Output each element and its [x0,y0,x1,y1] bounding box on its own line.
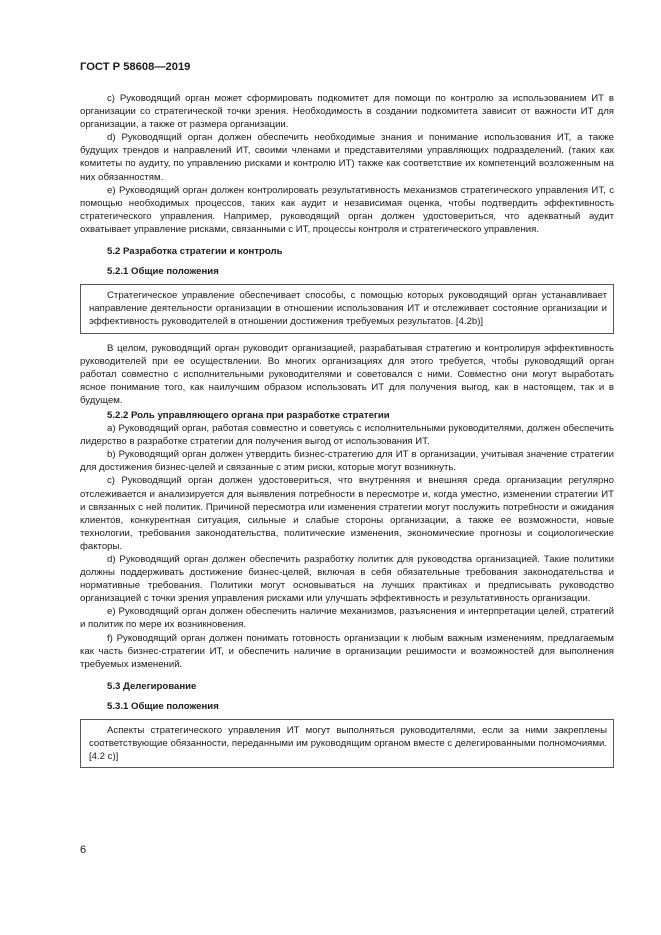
list-item-f: f) Руководящий орган должен понимать готовность организации к любым важным изменениям, предлагаемым как часть бизнес-стратегии ИТ, и обеспечить наличие в организации решимости и возможностей для выполнения требуемых изменений. [80,632,614,670]
list-item-e: e) Руководящий орган должен обеспечить наличие механизмов, разъяснения и интерпретации целей, стратегий и политик по мере их возникновения. [80,606,614,631]
list-item-a: a) Руководящий орган, работая совместно и советуясь с исполнительными руководителями, должен обеспечить лидерство в разработке стратегии для получения выгод от использования ИТ. [80,423,614,448]
framed-note-text: Стратегическое управление обеспечивает способы, с помощью которых руководящий орган устанавливает направление деятельности организации в отношении использования ИТ и отслеживает состояние организации и эффективность руководителей в отношении достижения требуемых результатов. [4.2b)] [89,290,607,328]
page-number: 6 [80,844,87,856]
list-item-d: d) Руководящий орган должен обеспечить разработку политик для руководства организацией. Такие политики должны поддерживать достижение бизнес-целей, включая в себя обязательные требования законодательства и нормативные требования. Политики могут основываться на лучших практиках и предписывать руководство организацией с точки зрения управления рисками или улучшать эффективность и результативность организации. [80,554,614,605]
paragraph-e: e) Руководящий орган должен контролировать результативность механизмов стратегического управления ИТ, с помощью необходимых процессов, таких как аудит и независимая оценка, чтобы подтвердить эффективность стратегического управления. Например, руководящий орган должен удостовериться, что адекватный аудит охватывает управление рисками, связанными с ИТ, процессы контроля и стратегического управления. [80,184,614,235]
framed-note-text: Аспекты стратегического управления ИТ могут выполняться руководителями, если за ними закреплены соответствующие обязанности, переданными им руководящим органом вместе с делегированными полномочиями. [4.2 с)] [89,725,607,763]
paragraph-c: c) Руководящий орган может сформировать подкомитет для помощи по контролю за использованием ИТ в организации со стратегической точки зрения. Необходимость в создании подкомитета зависит от важности ИТ для организации, а также от размера организации. [80,93,614,131]
framed-note-5-3-1 [80,719,614,768]
list-item-b: b) Руководящий орган должен утвердить бизнес-стратегию для ИТ в организации, учитывая значение стратегии для достижения бизнес-целей и связанные с этим риски, которые могут возникнуть. [80,449,614,474]
section-heading-5-3-1: 5.3.1 Общие положения [107,700,219,712]
section-heading-5-2-2: 5.2.2 Роль управляющего органа при разработке стратегии [107,409,390,421]
list-item-c: c) Руководящий орган должен удостовериться, что внутренняя и внешняя среда организации регулярно отслеживается и анализируется для выявления потребности в пересмотре и, когда уместно, изменении стратегии ИТ и связанных с ней политик. Причиной пересмотра или изменения стратегии могут послужить потребности и ожидания клиентов, конкурентная ситуация, сильные и слабые стороны организации, а также ее возможности, новые технологии, требования законодательства, политические изменения, экономические прогнозы и социологические факторы. [80,475,614,552]
section-heading-5-2: 5.2 Разработка стратегии и контроль [107,246,283,258]
section-heading-5-3: 5.3 Делегирование [107,680,197,692]
page-body [80,92,614,776]
paragraph-d: d) Руководящий орган должен обеспечить необходимые знания и понимание использования ИТ, а также будущих трендов и направлений ИТ, своими членами и представителями управляющих подразделений. (таких как комитеты по аудиту, по управлению рисками и контролю ИТ) также как соответствие их компетенций возложенным на них обязанностям. [80,132,614,183]
document-header: ГОСТ Р 58608—2019 [80,61,191,73]
paragraph-general: В целом, руководящий орган руководит организацией, разрабатывая стратегию и контролируя эффективность руководителей при ее осуществлении. Во многих организациях для этого требуется, чтобы руководящий орган работал совместно с исполнительными руководителями и советовался с ними. Совместно они могут выработать ясное понимание того, как наилучшим образом использовать ИТ для получения выгод, как в настоящем, так и в будущем. [80,342,614,406]
framed-note-5-2-1 [80,284,614,333]
section-heading-5-2-1: 5.2.1 Общие положения [107,266,219,278]
